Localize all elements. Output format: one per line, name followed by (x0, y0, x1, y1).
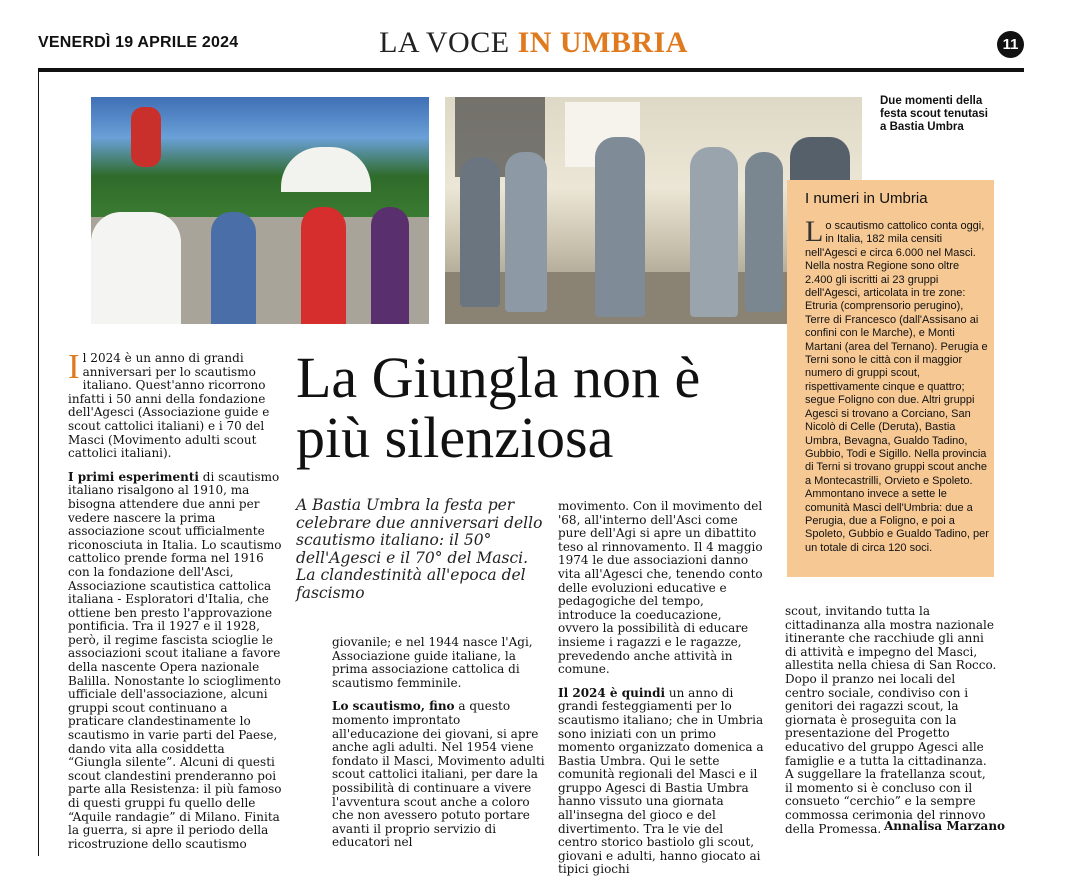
article-column-1 (68, 347, 282, 861)
col3-paragraph-1: movimento. Con il movimento del '68, all'interno dell'Asci come pure dell'Agi si apre un dibattito teso al rinnovamento. Il 4 maggio 1974 le due associazioni danno vita all'Agesci che, tenendo conto delle evoluzioni educative e pedagogiche del tempo, introduce la coeducazione, ovvero la possibilità di educare insieme i ragazzi e le ragazze, prevedendo anche attività in comune. (558, 499, 763, 677)
masthead-part2: IN UMBRIA (517, 26, 688, 59)
col2-paragraph-2: a questo momento improntato all'educazione dei giovani, si apre anche agli adulti. Nel 1954 viene fondato il Masci, Movimento adulti scout cattolici italiani, per dare la possibilità di continuare a vivere l'avventura scout anche a coloro che non avessero potuto portare avanti il proprio servizio di educatori nel (332, 699, 545, 850)
page-number: 11 (997, 31, 1024, 58)
sidebar-body: o scautismo cattolico conta oggi, in Italia, 182 mila censiti nell'Agesci e circa 6.000 nel Masci. Nella nostra Regione sono oltre 2.400 gli iscritti ai 23 gruppi dell'Agesci, articolata in tre zone: Etruria (comprensorio perugino), Terre di Francesco (dall'Assisano ai confini con le Marche), e Monti Martani (area del Ternano). Perugia e Terni sono le città con il maggior numero di gruppi scout, rispettivamente cinque e quattro; segue Foligno con due. Altri gruppi Agesci si trovano a Corciano, San Nicolò di Celle (Deruta), Bastia Umbra, Bevagna, Gualdo Tadino, Gubbio, Todi e Sigillo. Nella provincia di Terni si trovano gruppi scout anche a Montecastrilli, Orvieto e Spoleto. Ammontano invece a sette le comunità Masci dell'Umbria: due a Perugia, due a Foligno, e poi a Spoleto, Gubbio e Gualdo Tadino, per un totale di circa 120 soci. (805, 220, 989, 554)
left-border-line (38, 72, 39, 856)
article-dropcap: I (68, 347, 80, 386)
col2-lead: Lo scautismo, fino (332, 699, 455, 714)
article-subtitle: A Bastia Umbra la festa per celebrare due anniversari dello scautismo italiano: il 50° dell'Agesci e il 70° del Masci. La clandestinità all'epoca del fascismo (296, 496, 543, 602)
col4-paragraph-1: scout, invitando tutta la cittadinanza alla mostra nazionale itinerante che racchiude gli anni di attività e impegno del Masci, allestita nella chiesa di San Rocco. Dopo il pranzo nei locali del centro sociale, condiviso con i genitori dei ragazzi scout, la giornata è proseguita con la presentazione del Progetto educativo del gruppo Agesci alle famiglie e a tutta la cittadinanza. A suggellare la fratellanza scout, il momento si è concluso con il consueto “cerchio” e la sempre commossa cerimonia del rinnovo della Promessa. (785, 604, 997, 836)
article-column-4 (785, 605, 997, 846)
article-column-3 (558, 500, 766, 887)
issue-date: VENERDÌ 19 APRILE 2024 (38, 34, 239, 51)
sidebar-title: I numeri in Umbria (805, 190, 928, 207)
col1-paragraph-2: di scautismo italiano risalgono al 1910, ma bisogna attendere due anni per vedere nascere la prima associazione scout ufficialmente riconosciuta in Italia. Lo scautismo cattolico prende forma nel 1916 con la fondazione dell'Asci, Associazione scautistica cattolica italiana - Esploratori d'Italia, che ottiene ben presto l'approvazione pontificia. Tra il 1927 e il 1928, però, il regime fascista scioglie le associazioni scout italiane a favore della nascente Opera nazionale Balilla. Nonostante lo scioglimento ufficiale dell'associazione, alcuni gruppi scout continuano a praticare clandestinamente lo scautismo in varie parti del Paese, dando vita alla cosiddetta “Giungla silente”. Alcuni di questi scout clandestini prenderanno poi parte alla Resistenza: il più famoso di questi gruppi fu quello delle “Aquile randagie” di Milano. Finita la guerra, si apre il periodo della ricostruzione dello scautismo (68, 469, 282, 851)
col1-paragraph-1: l 2024 è un anno di grandi anniversari per lo scautismo italiano. Quest'anno ricorrono infatti i 50 anni della fondazione dell'Agesci (Associazione guide e scout cattolici italiani) e i 70 del Masci (Movimento adulti scout cattolici italiani). (68, 351, 270, 461)
author-byline: Annalisa Marzano (884, 819, 1006, 833)
col2-paragraph-1: giovanile; e nel 1944 nasce l'Agi, Associazione guide italiane, la prima associazione cattolica di scautismo femminile. (332, 635, 533, 690)
col3-lead: Il 2024 è quindi (558, 685, 666, 700)
article-title: La Giungla non è più silenziosa (296, 345, 701, 470)
header-rule (38, 68, 1024, 72)
col3-paragraph-2: un anno di grandi festeggiamenti per lo scautismo italiano; che in Umbria sono iniziati con un primo momento organizzato domenica a Bastia Umbra. Qui le sette comunità regionali del Masci e il gruppo Agesci di Bastia Umbra hanno vissuto una giornata all'insegna del gioco e del divertimento. Tra le vie del centro storico bastiolo gli scout, giovani e adulti, hanno giocato ai tipici giochi (558, 685, 764, 877)
sidebar-dropcap: L (805, 215, 824, 248)
col1-lead: I primi esperimenti (68, 469, 199, 484)
masthead-part1: LA VOCE (379, 26, 510, 59)
photo-caption: Due momenti della festa scout tenutasi a Bastia Umbra (880, 95, 988, 133)
masthead (0, 26, 1067, 60)
article-column-2 (332, 636, 550, 860)
photo-scouts-outdoor (91, 97, 429, 324)
sidebar-text (805, 215, 989, 555)
